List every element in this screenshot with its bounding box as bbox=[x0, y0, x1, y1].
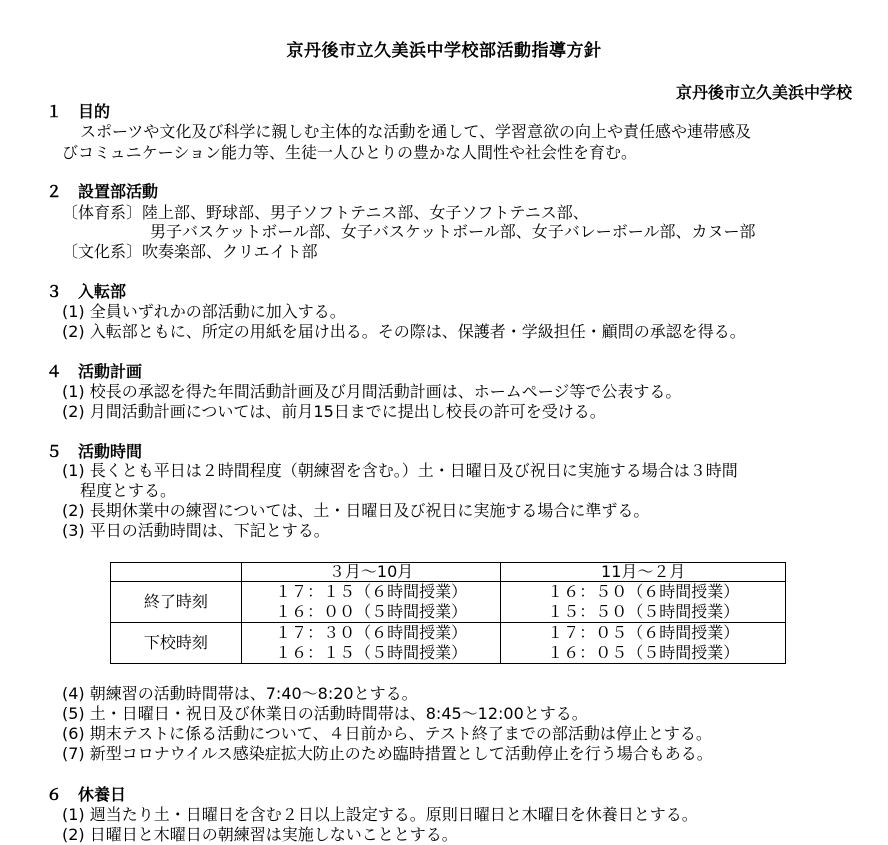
cell-line: １６：０５（５時間授業） bbox=[547, 643, 740, 662]
table-header-empty bbox=[111, 563, 242, 582]
section-2-heading: ２ 設置部活動 bbox=[46, 182, 159, 201]
section-1-line-1: スポーツや文化及び科学に親しむ主体的な活動を通して、学習意欲の向上や責任感や連帯感及 bbox=[80, 122, 752, 141]
section-2-line-1: 〔体育系〕陸上部、野球部、男子ソフトテニス部、女子ソフトテニス部、 bbox=[62, 203, 589, 222]
section-6-line-2: (2) 日曜日と木曜日の朝練習は実施しないこととする。 bbox=[62, 825, 458, 844]
section-5-line-3: (2) 長期休業中の練習については、土・日曜日及び祝日に実施する場合に準ずる。 bbox=[62, 501, 650, 520]
cell-line: １６：５０（６時間授業） bbox=[547, 582, 740, 601]
table-cell bbox=[501, 623, 786, 664]
cell-line: １６：００（５時間授業） bbox=[275, 602, 468, 621]
cell-line: １５：５０（５時間授業） bbox=[547, 602, 740, 621]
table-row bbox=[111, 582, 786, 623]
section-4-line-1: (1) 校長の承認を得た年間活動計画及び月間活動計画は、ホームページ等で公表する。 bbox=[62, 382, 682, 401]
section-2-line-3: 〔文化系〕吹奏楽部、クリエイト部 bbox=[62, 242, 318, 261]
document-title: 京丹後市立久美浜中学校部活動指導方針 bbox=[286, 41, 602, 61]
table-cell bbox=[241, 623, 501, 664]
activity-time-table bbox=[110, 562, 786, 664]
section-5-line-2: 程度とする。 bbox=[80, 481, 177, 500]
section-3-line-2: (2) 入転部ともに、所定の用紙を届け出る。その際は、保護者・学級担任・顧問の承認を得る。 bbox=[62, 322, 746, 341]
section-1-line-2: びコミュニケーション能力等、生徒一人ひとりの豊かな人間性や社会性を育む。 bbox=[62, 143, 638, 162]
cell-line: １６：１５（５時間授業） bbox=[275, 643, 468, 662]
section-1-heading: １ 目的 bbox=[46, 102, 111, 121]
section-5-line-5: (4) 朝練習の活動時間帯は、7:40～8:20とする。 bbox=[62, 684, 418, 703]
row-label-leave-time: 下校時刻 bbox=[111, 623, 242, 664]
cell-line: １７：０５（６時間授業） bbox=[547, 623, 740, 642]
section-5-line-1: (1) 長くとも平日は２時間程度（朝練習を含む。）土・日曜日及び祝日に実施する場合は３時間 bbox=[62, 461, 738, 480]
section-2-line-2: 男子バスケットボール部、女子バスケットボール部、女子バレーボール部、カヌー部 bbox=[150, 222, 756, 241]
cell-line: １７：３０（６時間授業） bbox=[275, 623, 468, 642]
table-header-mar-oct: ３月～10月 bbox=[241, 563, 501, 582]
table-header-nov-feb: 11月～２月 bbox=[501, 563, 786, 582]
section-5-heading: ５ 活動時間 bbox=[46, 442, 143, 461]
cell-line: １７：１５（６時間授業） bbox=[275, 582, 468, 601]
section-5-line-8: (7) 新型コロナウイルス感染症拡大防止のため臨時措置として活動停止を行う場合もある。 bbox=[62, 744, 713, 763]
section-5-line-6: (5) 土・日曜日・祝日及び休業日の活動時間帯は、8:45～12:00とする。 bbox=[62, 704, 588, 723]
section-3-heading: ３ 入転部 bbox=[46, 282, 127, 301]
section-4-line-2: (2) 月間活動計画については、前月15日までに提出し校長の許可を受ける。 bbox=[62, 402, 606, 421]
table-row bbox=[111, 623, 786, 664]
section-4-heading: ４ 活動計画 bbox=[46, 362, 143, 381]
row-label-end-time: 終了時刻 bbox=[111, 582, 242, 623]
table-cell bbox=[501, 582, 786, 623]
section-6-heading: ６ 休養日 bbox=[46, 785, 127, 804]
table-cell bbox=[241, 582, 501, 623]
section-6-line-1: (1) 週当たり土・日曜日を含む２日以上設定する。原則日曜日と木曜日を休養日とする。 bbox=[62, 805, 698, 824]
school-name: 京丹後市立久美浜中学校 bbox=[675, 83, 852, 102]
table-header-row bbox=[111, 563, 786, 582]
section-3-line-1: (1) 全員いずれかの部活動に加入する。 bbox=[62, 302, 346, 321]
section-5-line-7: (6) 期末テストに係る活動について、４日前から、テスト終了までの部活動は停止とする。 bbox=[62, 724, 712, 743]
section-5-line-4: (3) 平日の活動時間は、下記とする。 bbox=[62, 521, 330, 540]
